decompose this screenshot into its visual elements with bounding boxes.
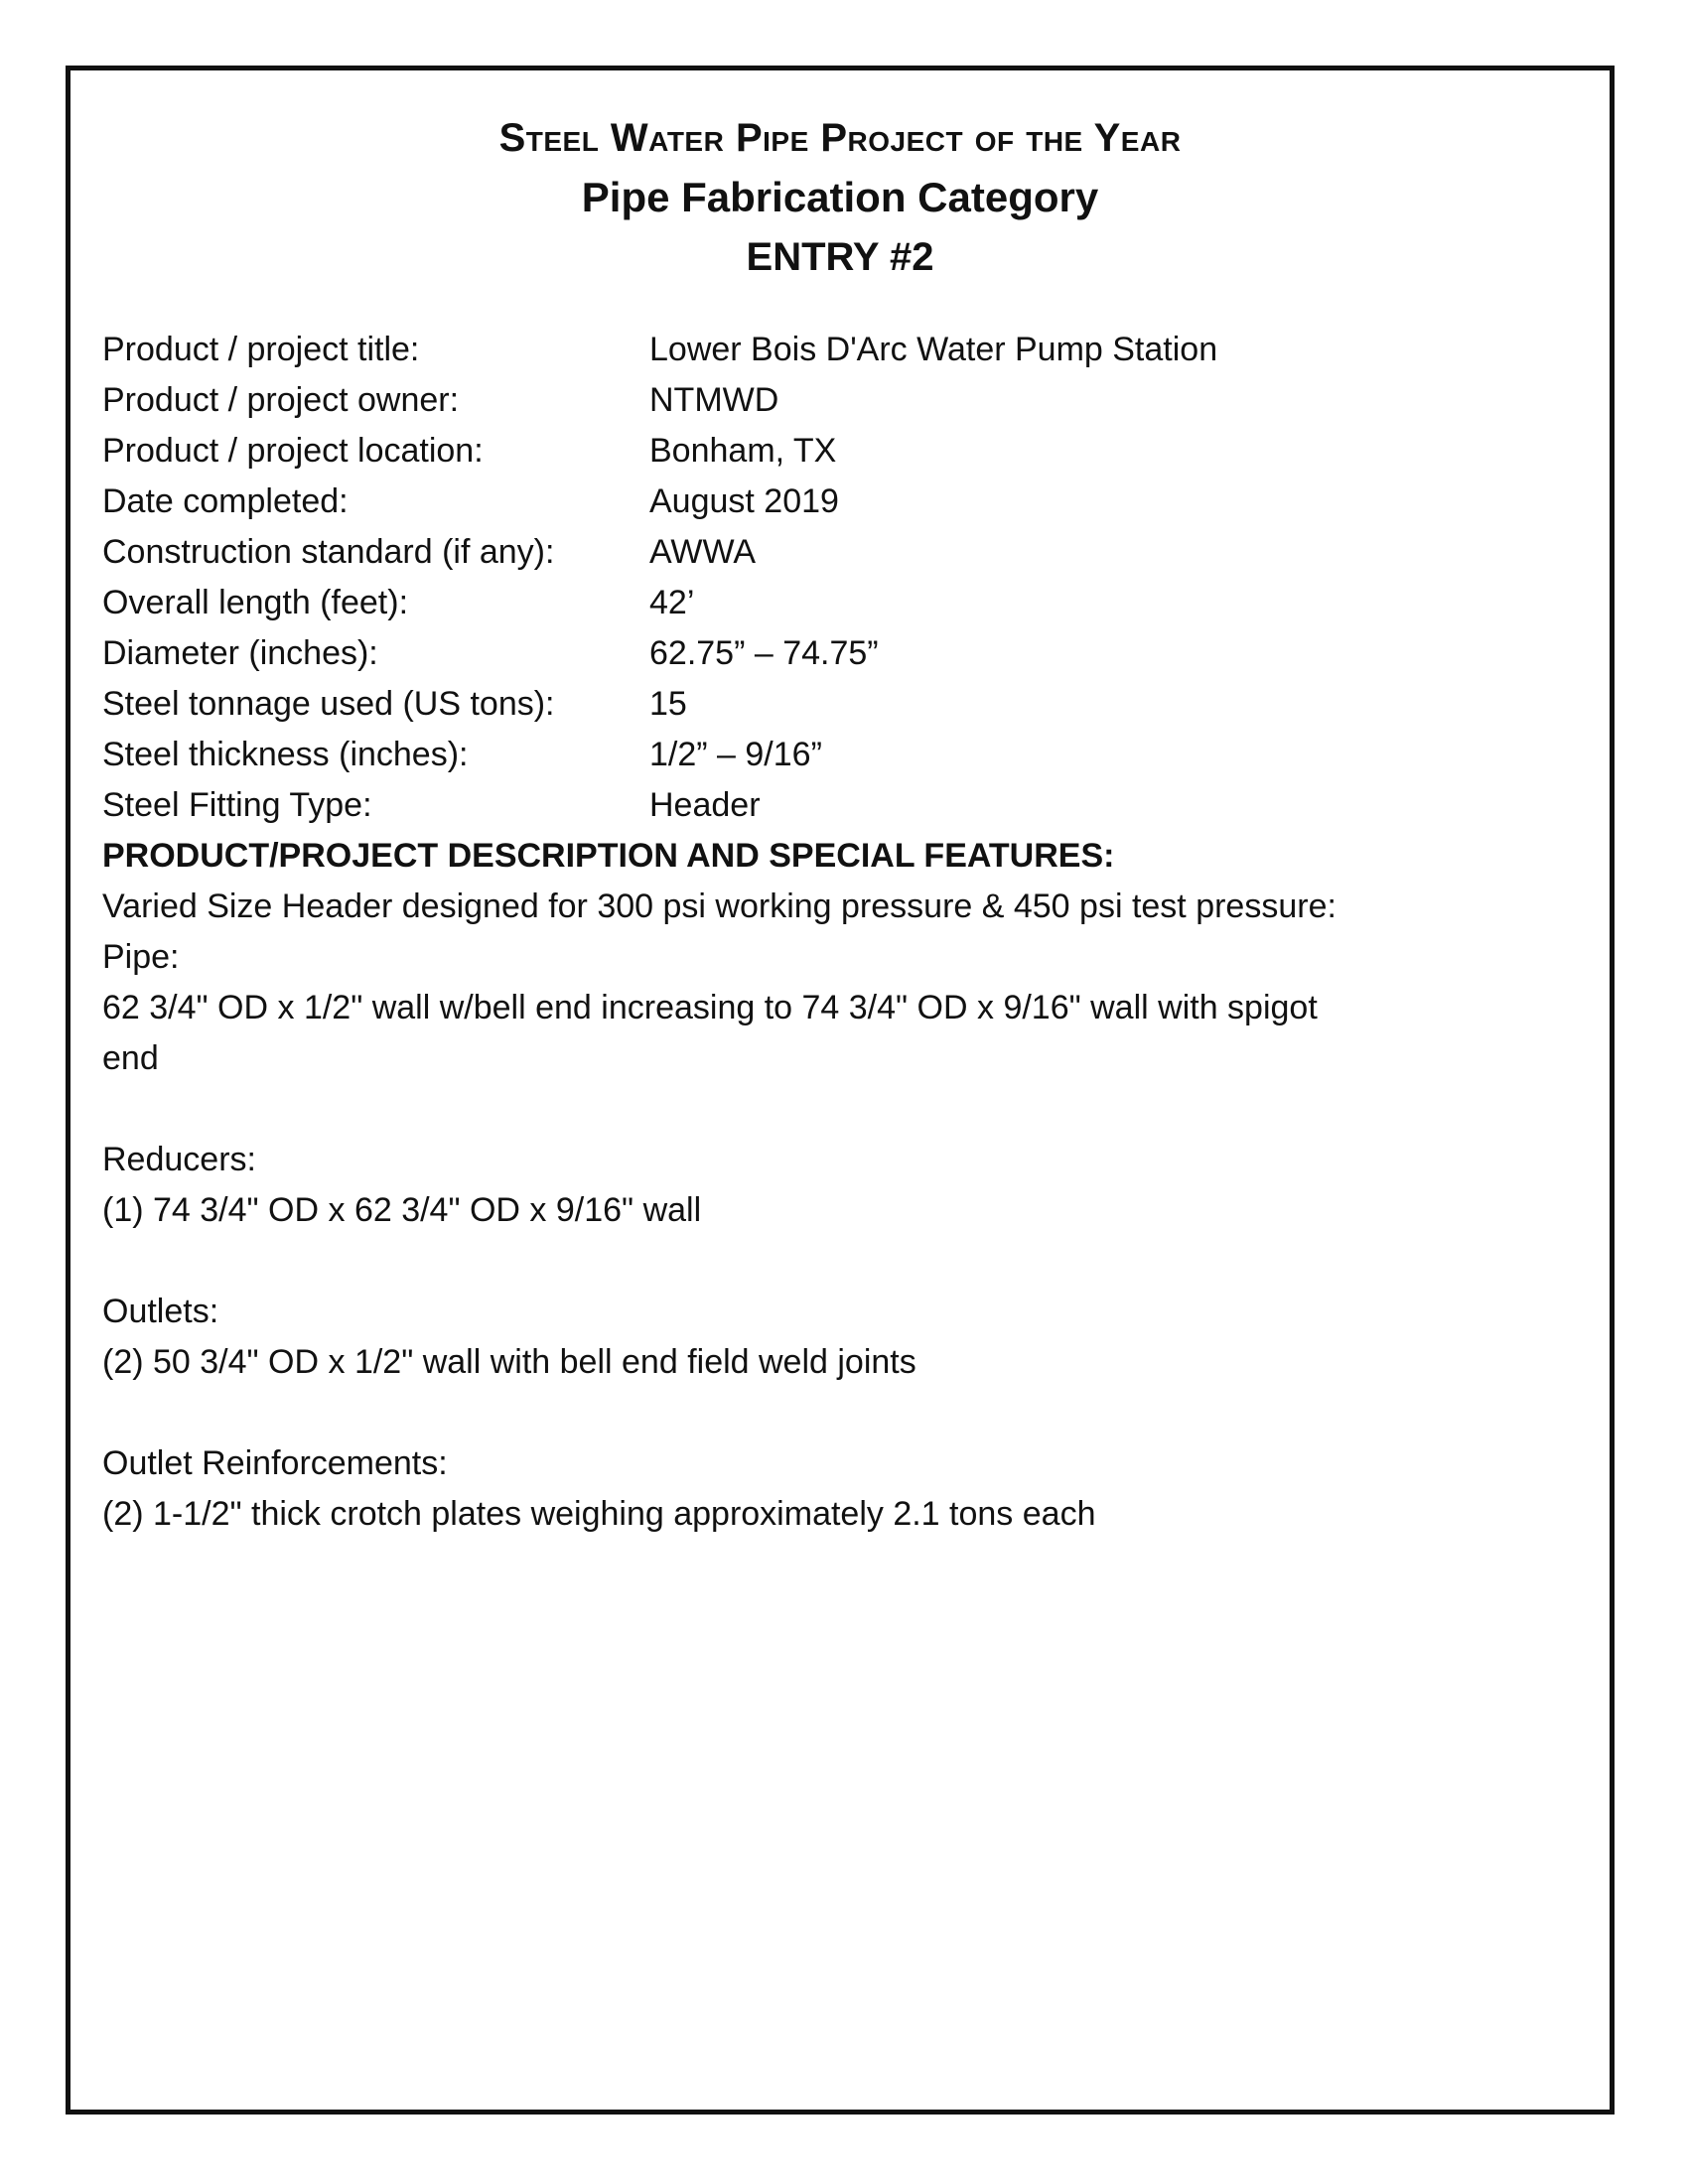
description-heading: PRODUCT/PROJECT DESCRIPTION AND SPECIAL FEATURES: xyxy=(102,837,1115,875)
field-value: Header xyxy=(649,786,761,824)
field-label: Steel tonnage used (US tons): xyxy=(102,685,555,723)
document-header xyxy=(70,108,1610,287)
outlets-label: Outlets: xyxy=(102,1293,219,1330)
field-row-fitting-type xyxy=(102,780,1572,831)
field-value: 15 xyxy=(649,685,687,723)
field-row-steel-thickness xyxy=(102,730,1572,780)
field-value: AWWA xyxy=(649,533,757,571)
project-description xyxy=(102,831,1572,1540)
description-intro: Varied Size Header designed for 300 psi working pressure & 450 psi test pressure: xyxy=(102,887,1336,925)
reducers-label: Reducers: xyxy=(102,1141,256,1178)
field-row-diameter xyxy=(102,628,1572,679)
blank-line xyxy=(102,1084,1572,1135)
reinforcements-label: Outlet Reinforcements: xyxy=(102,1444,448,1482)
field-label: Date completed: xyxy=(102,482,349,520)
pipe-text: 62 3/4" OD x 1/2" wall w/bell end increasing to 74 3/4" OD x 9/16" wall with spigot xyxy=(102,989,1318,1026)
field-value: NTMWD xyxy=(649,381,779,419)
field-row-location xyxy=(102,426,1572,477)
field-label: Steel thickness (inches): xyxy=(102,736,469,773)
project-fields xyxy=(102,325,1572,831)
document-border xyxy=(66,66,1615,2115)
reducers-text: (1) 74 3/4" OD x 62 3/4" OD x 9/16" wall xyxy=(102,1191,702,1229)
award-title: Steel Water Pipe Project of the Year xyxy=(498,116,1182,160)
blank-line xyxy=(102,1236,1572,1287)
pipe-label: Pipe: xyxy=(102,938,180,976)
field-value: Bonham, TX xyxy=(649,432,837,470)
field-label: Construction standard (if any): xyxy=(102,533,555,571)
field-row-title xyxy=(102,325,1572,375)
field-label: Product / project location: xyxy=(102,432,484,470)
blank-line xyxy=(102,1388,1572,1438)
field-value: 62.75” – 74.75” xyxy=(649,634,879,672)
field-label: Steel Fitting Type: xyxy=(102,786,372,824)
pipe-text-continued: end xyxy=(102,1039,159,1077)
field-label: Overall length (feet): xyxy=(102,584,409,621)
field-row-overall-length xyxy=(102,578,1572,628)
field-value: Lower Bois D'Arc Water Pump Station xyxy=(649,331,1218,368)
field-row-owner xyxy=(102,375,1572,426)
field-value: August 2019 xyxy=(649,482,839,520)
field-label: Product / project title: xyxy=(102,331,420,368)
field-row-steel-tonnage xyxy=(102,679,1572,730)
field-row-date-completed xyxy=(102,477,1572,527)
entry-number: ENTRY #2 xyxy=(746,235,934,279)
reinforcements-text: (2) 1-1/2" thick crotch plates weighing approximately 2.1 tons each xyxy=(102,1495,1096,1533)
field-label: Product / project owner: xyxy=(102,381,460,419)
field-value: 42’ xyxy=(649,584,695,621)
category-title: Pipe Fabrication Category xyxy=(581,174,1099,220)
field-label: Diameter (inches): xyxy=(102,634,378,672)
field-row-construction-standard xyxy=(102,527,1572,578)
field-value: 1/2” – 9/16” xyxy=(649,736,822,773)
outlets-text: (2) 50 3/4" OD x 1/2" wall with bell end field weld joints xyxy=(102,1343,916,1381)
